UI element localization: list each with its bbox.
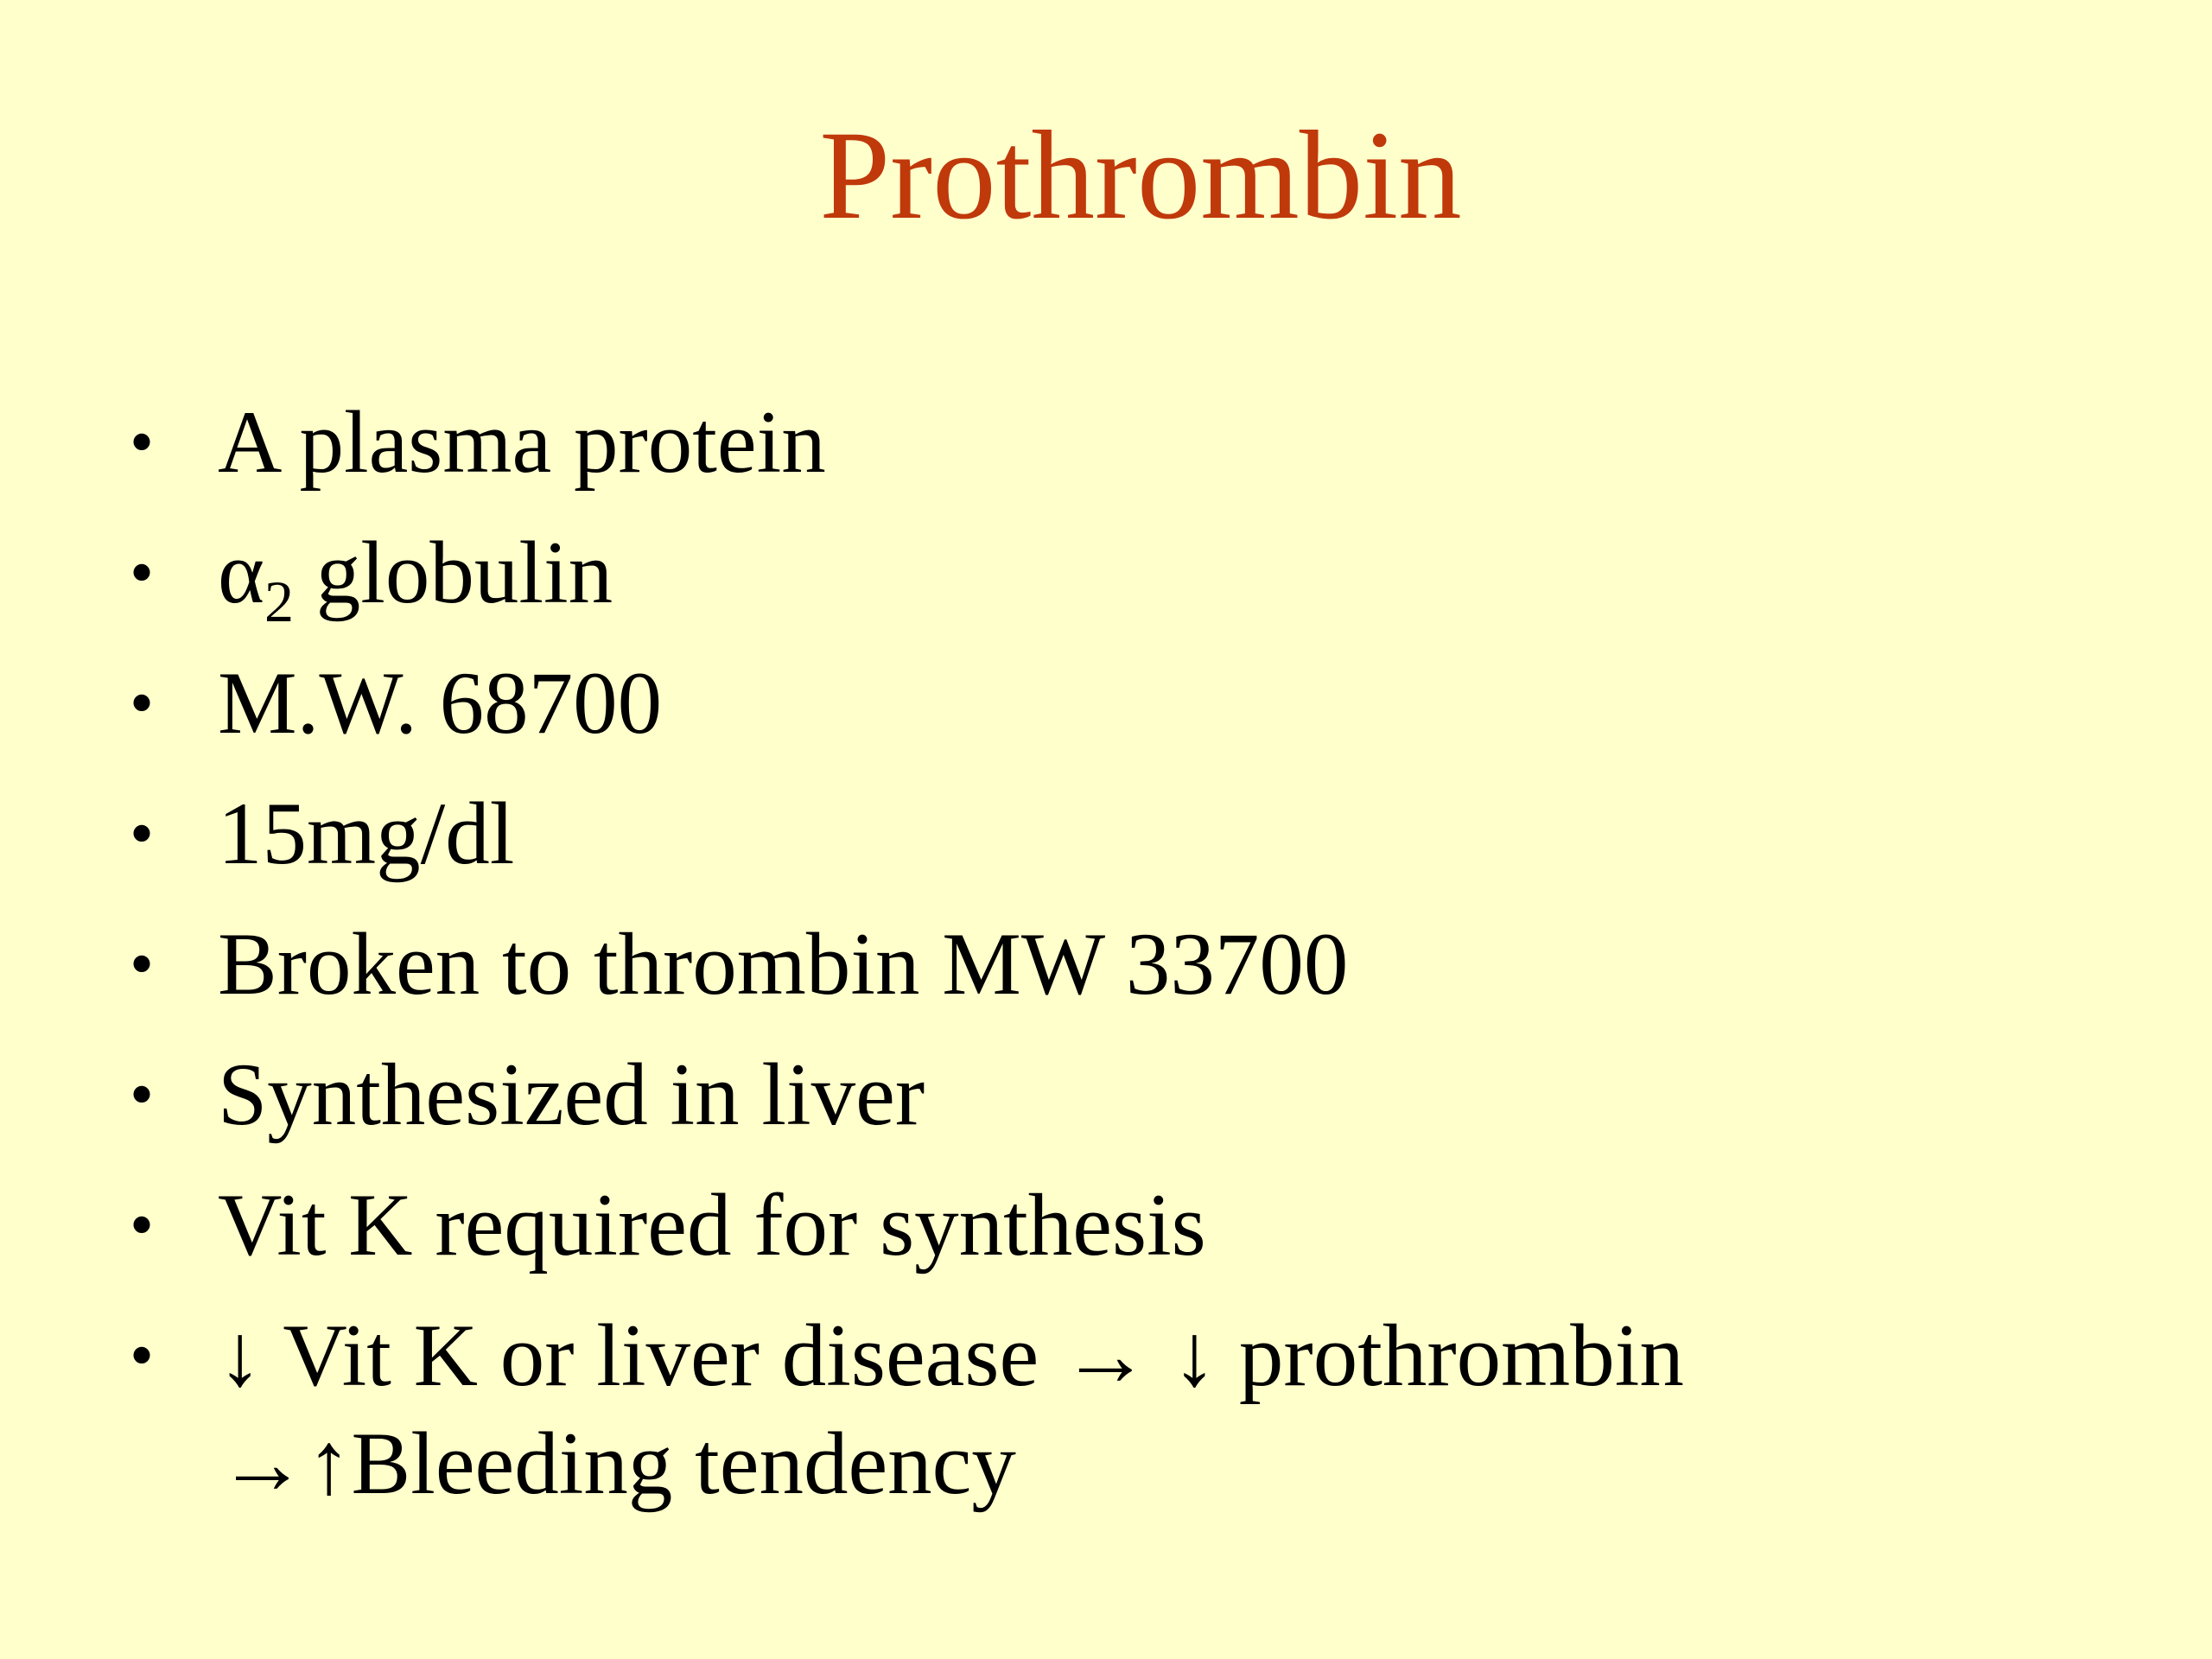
bullet-item-globulin [130,519,2117,634]
bullet-dot: • [130,404,155,480]
bullet-dot: • [130,1057,155,1133]
bullet-item-molecular-weight [130,650,2117,758]
bullet-dot: • [130,665,155,741]
slide-title: Prothrombin [819,105,1462,245]
bullet-text: M.W. 68700 [218,654,663,753]
bullet-text-line-1: ↓ Vit K or liver disease → ↓ prothrombin [218,1306,1684,1405]
bullet-text: Synthesized in liver [218,1046,925,1144]
bullet-item-thrombin [130,911,2117,1019]
bullet-dot: • [130,535,155,611]
bullet-item-vit-k [130,1172,2117,1280]
bullet-text: globulin [293,524,613,622]
bullet-text: Vit K required for synthesis [218,1176,1206,1274]
bullet-dot: • [130,796,155,872]
bullet-text-line-2: →↑Bleeding tendency [218,1414,1016,1513]
alpha-subscript: 2 [264,569,294,634]
bullet-text: Broken to thrombin MW 33700 [218,915,1349,1014]
bullet-list [130,389,2117,1541]
bullet-text: 15mg/dl [218,785,515,883]
bullet-item-plasma-protein [130,389,2117,497]
bullet-dot: • [130,1187,155,1263]
bullet-dot: • [130,926,155,1002]
bullet-text: A plasma protein [218,393,826,492]
bullet-item-concentration [130,780,2117,888]
bullet-item-synthesized [130,1041,2117,1149]
alpha-symbol: α [218,524,264,622]
bullet-item-bleeding [130,1302,2117,1518]
bullet-dot: • [130,1318,155,1394]
